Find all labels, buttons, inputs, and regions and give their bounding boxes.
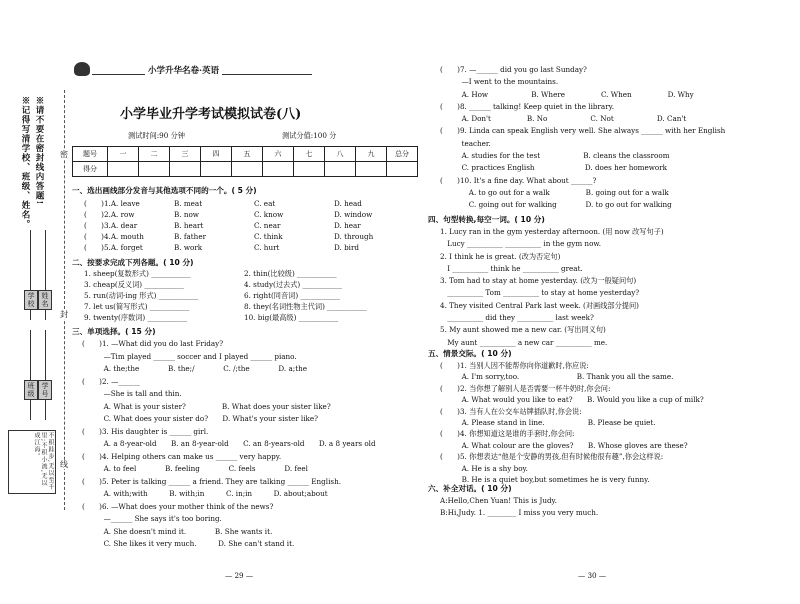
transform-row <box>84 279 414 290</box>
option-cell: ( )5.A. forget <box>84 243 143 252</box>
situation-line: B. He is a quiet boy,but sometimes he is very funny. <box>440 474 650 484</box>
rewrite-line: 2. I think he is great. (改为否定句) <box>440 251 561 261</box>
option-cell: D. head <box>334 199 362 208</box>
proverb-box: 不积跬步,无以至千里;不积小流,无以成江海。 <box>8 430 56 494</box>
page-number-left: — 29 — <box>225 571 254 580</box>
mcq-line: A. What is your sister? B. What does your sister like? <box>82 401 331 411</box>
phonics-row <box>84 231 414 242</box>
mcq-line: —______ She says it's too boring. <box>82 514 222 523</box>
mcq-line: A. How B. Where C. When D. Why <box>440 89 694 99</box>
score-head-cell: 九 <box>356 147 387 162</box>
label-number: 学号 <box>38 380 52 400</box>
score-input-cell[interactable] <box>387 162 418 177</box>
score-input-cell[interactable] <box>325 162 356 177</box>
phonics-row <box>84 242 414 253</box>
mcq-line: ( )7. —______ did you go last Sunday? <box>440 65 587 74</box>
transform-row <box>84 312 414 323</box>
score-head-cell: 五 <box>232 147 263 162</box>
option-cell: 2. thin(比较级) ___________ <box>244 269 337 278</box>
rewrite-line: I __________ think he __________ great. <box>440 263 583 273</box>
margin-strip <box>0 60 70 590</box>
option-cell: D. hear <box>334 221 361 230</box>
score-head-cell: 六 <box>263 147 294 162</box>
mcq-line: —Tim played ______ soccer and I played ______ piano. <box>82 351 297 361</box>
score-head-cell: 三 <box>170 147 201 162</box>
mcq-line: C. practices English D. does her homework <box>440 163 667 173</box>
section-1-heading: 一、选出画线部分发音与其他选项不同的一个。( 5 分) <box>72 186 257 195</box>
score-head-cell: 四 <box>201 147 232 162</box>
option-cell: B. father <box>174 232 207 241</box>
situation-line: A. What would you like to eat? B. Would you like a cup of milk? <box>440 395 704 405</box>
option-cell: D. window <box>334 210 373 219</box>
option-cell: C. eat <box>254 199 276 208</box>
option-cell: ( )3.A. dear <box>84 221 138 230</box>
label-school: 学校 <box>24 290 38 310</box>
score-head-cell: 二 <box>139 147 170 162</box>
label-name: 姓名 <box>38 290 52 310</box>
rewrite-line: __________ did they __________ last week? <box>440 313 594 323</box>
score-input-cell[interactable] <box>108 162 139 177</box>
situation-line: A. He is a shy boy. <box>440 463 528 473</box>
seal-char-1: 密 <box>60 150 68 159</box>
section-5-list <box>440 360 780 485</box>
option-cell: B. heart <box>174 221 204 230</box>
option-cell: B. work <box>174 243 203 252</box>
option-cell: 4. study(过去式) ___________ <box>244 280 342 289</box>
section-3-heading: 三、单项选择。( 15 分) <box>72 327 156 336</box>
series-title: 小学升华名卷·英语 <box>145 67 222 76</box>
transform-row <box>84 301 414 312</box>
option-cell: 10. big(最高级) ___________ <box>244 313 339 322</box>
mcq-line: ( )9. Linda can speak English very well. She always ______ with her English <box>440 126 726 136</box>
mcq-line: A. the;the B. the;/ C. /;the D. a;the <box>82 364 307 373</box>
transform-row <box>84 268 414 279</box>
mcq-line: A. She doesn't mind it. B. She wants it. <box>82 526 273 536</box>
mcq-line: teacher. <box>440 138 491 148</box>
rewrite-line: 4. They visited Central Park last week. (对画线部分提问) <box>440 300 639 310</box>
score-input-cell[interactable] <box>201 162 232 177</box>
mcq-line: ( )4. Helping others can make us ______ very happy. <box>82 451 282 461</box>
situation-line: ( )5. 你想表达“他是个安静的男孩,但有时候他很有趣”,你会这样说: <box>440 452 664 462</box>
mcq-line: —I went to the mountains. <box>440 77 559 87</box>
rewrite-line: My aunt __________ a new car __________ me. <box>440 337 608 347</box>
score-head-cell: 八 <box>325 147 356 162</box>
mcq-line: A. to go out for a walk B. going out for a walk <box>440 187 669 197</box>
option-cell: D. bird <box>334 243 360 252</box>
seal-char-3: 线 <box>60 460 68 469</box>
option-cell: C. near <box>254 221 281 230</box>
test-score: 测试分值:100 分 <box>282 131 337 140</box>
section-2-list <box>84 268 414 323</box>
section-6-heading: 六、补全对话。( 10 分) <box>428 484 512 493</box>
mcq-line: A. Don't B. No C. Not D. Can't <box>440 114 687 124</box>
option-cell: C. know <box>254 210 284 219</box>
option-cell: D. through <box>334 232 374 241</box>
situation-line: A. I'm sorry,too. B. Thank you all the same. <box>440 372 674 382</box>
option-cell: B. now <box>174 210 199 219</box>
rewrite-line: Lucy __________ __________ in the gym now. <box>440 239 601 249</box>
situation-line: ( )4. 你想知道这是谁的手套时,你会问: <box>440 429 575 439</box>
option-cell: 6. right(同音词) ___________ <box>244 291 340 300</box>
mcq-line: C. She likes it very much. D. She can't stand it. <box>82 539 295 548</box>
right-q3-list <box>440 64 780 212</box>
section-4-list <box>440 226 780 349</box>
test-time: 测试时间:90 分钟 <box>128 131 185 140</box>
mcq-line: A. to feel B. feeling C. feels D. feel <box>82 464 308 473</box>
score-head-cell: 总分 <box>387 147 418 162</box>
mcq-line: A. studies for the test B. cleans the classroom <box>440 151 670 161</box>
situation-line: A. Please stand in line. B. Please be quiet. <box>440 417 656 427</box>
option-cell: B. meat <box>174 199 203 208</box>
label-class: 班级 <box>24 380 38 400</box>
situation-line: A. What colour are the gloves? B. Whose gloves are these? <box>440 440 688 450</box>
phonics-row <box>84 209 414 220</box>
mcq-line: ( )5. Peter is talking ______ a friend. They are talking ______ English. <box>82 476 341 486</box>
rewrite-line: __________ Tom __________ to stay at home yesterday? <box>440 288 640 298</box>
option-cell: 5. run(动词-ing 形式) ___________ <box>84 291 199 300</box>
phonics-row <box>84 220 414 231</box>
score-head-cell: 七 <box>294 147 325 162</box>
score-input-cell[interactable] <box>294 162 325 177</box>
mcq-line: ( )8. ______ talking! Keep quiet in the library. <box>440 101 615 111</box>
score-input-cell[interactable] <box>356 162 387 177</box>
option-cell: C. think <box>254 232 283 241</box>
mcq-line: C. What does your sister do? D. What's your sister like? <box>82 414 318 423</box>
option-cell: ( )2.A. row <box>84 210 135 219</box>
rewrite-line: 1. Lucy ran in the gym yesterday afternoon. (用 now 改写句子) <box>440 227 664 236</box>
score-head-cell: 题号 <box>73 147 108 162</box>
score-head-cell: 一 <box>108 147 139 162</box>
rewrite-line: 5. My aunt showed me a new car. (写出同义句) <box>440 325 606 335</box>
notice-seal: ※请不要在密封线内答题! <box>34 96 44 206</box>
series-logo-icon <box>74 62 90 76</box>
option-cell: 7. let us(简写形式) ___________ <box>84 302 190 311</box>
section-4-heading: 四、句型转换,每空一词。( 10 分) <box>428 215 545 224</box>
option-cell: 8. they(名词性物主代词) ___________ <box>244 302 367 311</box>
dialogue-line: A:Hello,Chen Yuan! This is Judy. <box>440 496 557 505</box>
page-title: 小学毕业升学考试模拟试卷(八) <box>120 107 302 122</box>
section-6-list <box>440 495 780 518</box>
option-cell: 9. twenty(序数词) ___________ <box>84 313 188 322</box>
mcq-line: ( )1. —What did you do last Friday? <box>82 339 224 348</box>
section-3-list <box>82 338 412 551</box>
notice-info: ※记得写清学校、班级、姓名。 <box>20 96 30 229</box>
field-line-3 <box>30 330 31 420</box>
option-cell: ( )1.A. leave <box>84 199 140 208</box>
option-cell: ( )4.A. mouth <box>84 232 144 241</box>
section-1-list <box>84 198 414 253</box>
page-number-right: — 30 — <box>578 571 607 580</box>
section-2-heading: 二、按要求完成下列各题。( 10 分) <box>72 258 194 267</box>
rewrite-line: 3. Tom had to stay at home yesterday. (改为一般疑问句) <box>440 276 637 286</box>
mcq-line: A. with;with B. with;in C. in;in D. about;about <box>82 489 328 498</box>
score-input-cell[interactable] <box>263 162 294 177</box>
mcq-line: ( )3. His daughter is ______ girl. <box>82 426 209 436</box>
field-line-4 <box>45 330 46 420</box>
transform-row <box>84 290 414 301</box>
score-label-cell: 得分 <box>73 162 108 177</box>
phonics-row <box>84 198 414 209</box>
mcq-line: ( )10. It's a fine day. What about ______? <box>440 175 597 185</box>
mcq-line: —She is tall and thin. <box>82 389 182 398</box>
score-input-cell[interactable] <box>232 162 263 177</box>
dialogue-line: B:Hi,Judy. 1. ________ I miss you very much. <box>440 507 599 517</box>
mcq-line: A. a 8-year-old B. an 8-year-old C. an 8-years-old D. a 8 years old <box>82 439 376 448</box>
seal-char-2: 封 <box>60 310 68 319</box>
option-cell: C. hurt <box>254 243 280 252</box>
score-table <box>72 146 418 177</box>
mcq-line: C. going out for walking D. to go out for walking <box>440 200 672 210</box>
mcq-line: ( )6. —What does your mother think of the news? <box>82 501 274 511</box>
section-5-heading: 五、情景交际。( 10 分) <box>428 349 512 358</box>
score-input-cell[interactable] <box>139 162 170 177</box>
option-cell: 3. cheap(反义词) ___________ <box>84 280 184 289</box>
option-cell: 1. sheep(复数形式) ___________ <box>84 269 191 278</box>
situation-line: ( )2. 当你想了解别人是否需要一杯牛奶时,你会问: <box>440 383 611 393</box>
situation-line: ( )3. 当有人在公交车站牌插队时,你会说: <box>440 406 582 416</box>
mcq-line: ( )2. —______ <box>82 376 140 386</box>
score-input-cell[interactable] <box>170 162 201 177</box>
situation-line: ( )1. 当别人因不能帮你向你道歉时,你应说: <box>440 361 589 370</box>
